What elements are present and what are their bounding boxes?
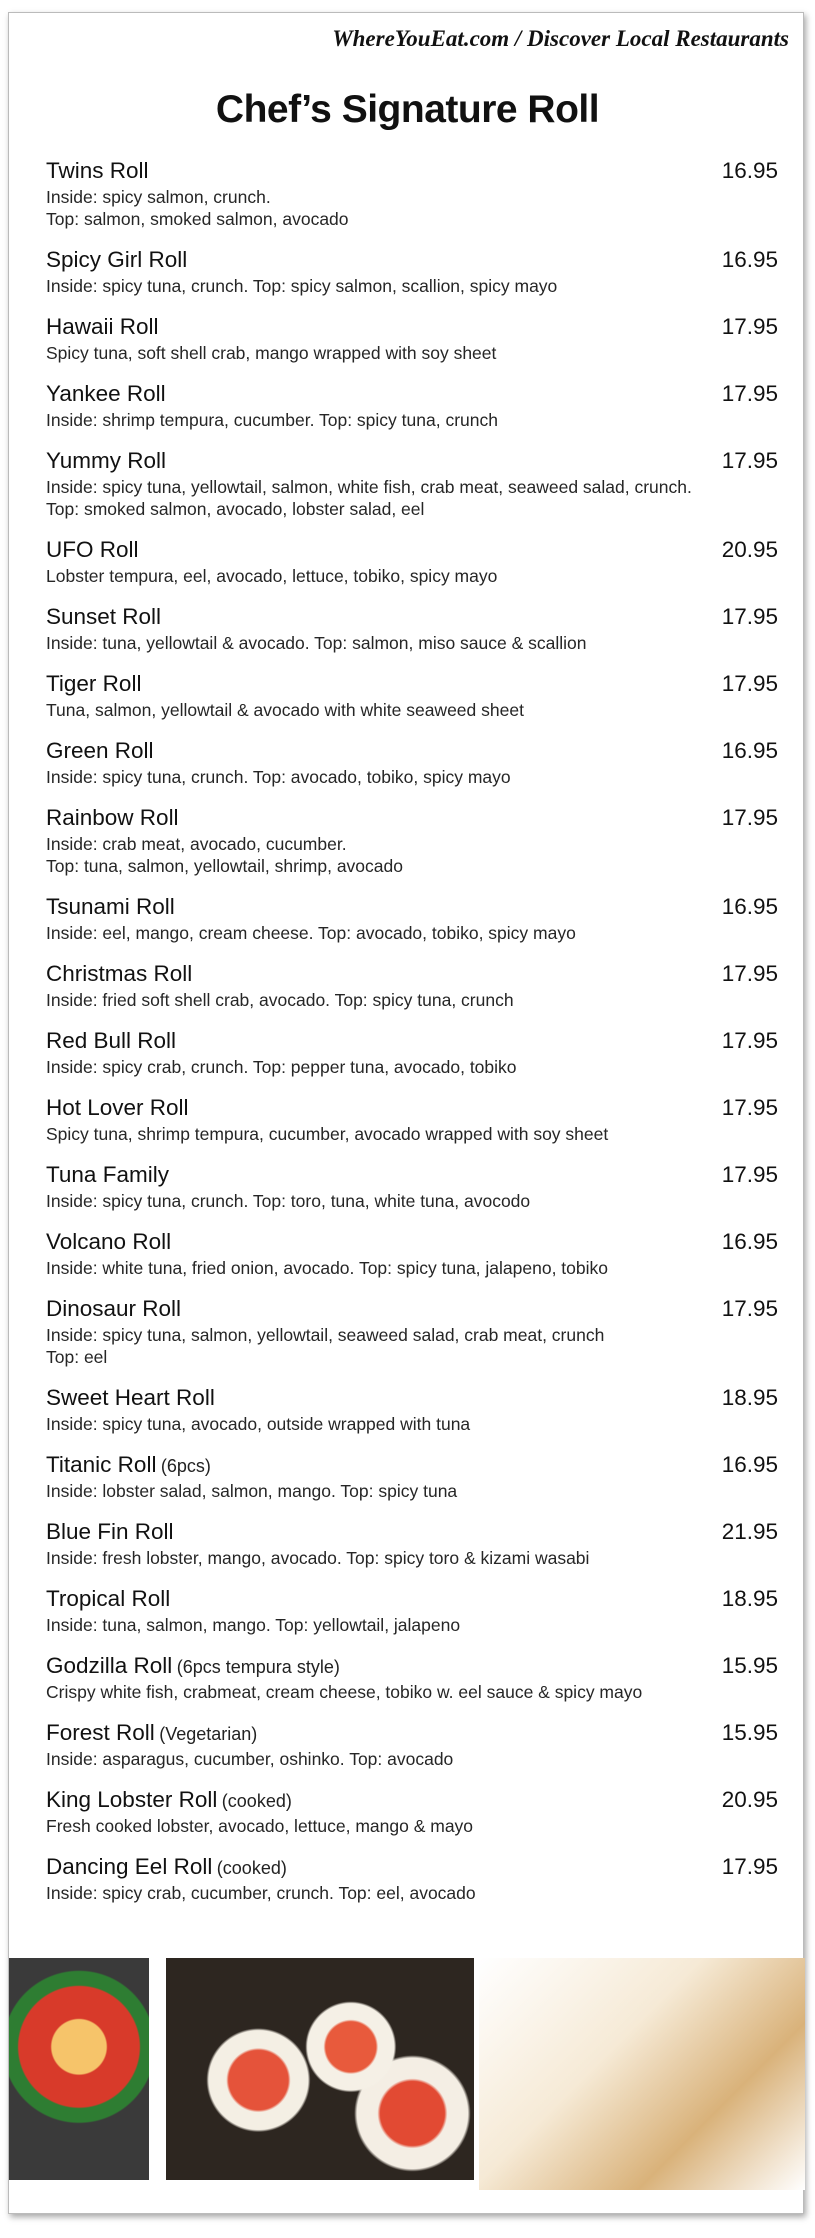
item-description: Spicy tuna, soft shell crab, mango wrapped with soy sheet <box>46 343 497 363</box>
menu-item-header <box>46 671 778 699</box>
photo-strip <box>9 1958 805 2190</box>
menu-item <box>46 1028 778 1078</box>
item-name: Dancing Eel Roll <box>46 1854 213 1879</box>
menu-item <box>46 671 778 721</box>
sushi-photo <box>9 1958 149 2180</box>
item-name: Rainbow Roll <box>46 805 179 830</box>
menu-item <box>46 1586 778 1636</box>
item-description: Inside: spicy crab, crunch. Top: pepper tuna, avocado, tobiko <box>46 1057 517 1077</box>
item-name: Tropical Roll <box>46 1586 171 1611</box>
page-title: Chef’s Signature Roll <box>215 88 600 131</box>
menu-list <box>46 158 778 1921</box>
item-price: 16.95 <box>721 894 778 919</box>
item-name: UFO Roll <box>46 537 139 562</box>
item-price: 16.95 <box>721 1452 778 1477</box>
menu-item-header <box>46 1720 778 1748</box>
item-price: 17.95 <box>721 604 778 629</box>
menu-item <box>46 158 778 230</box>
menu-item <box>46 247 778 297</box>
menu-item-header <box>46 314 778 342</box>
item-name: Godzilla Roll <box>46 1653 173 1678</box>
item-name: Sweet Heart Roll <box>46 1385 215 1410</box>
item-name: Red Bull Roll <box>46 1028 177 1053</box>
item-name: Forest Roll <box>46 1720 155 1745</box>
item-name: Blue Fin Roll <box>46 1519 174 1544</box>
item-description: Inside: spicy tuna, crunch. Top: toro, tuna, white tuna, avocodo <box>46 1191 531 1211</box>
menu-item <box>46 1385 778 1435</box>
menu-item-header <box>46 1162 778 1190</box>
menu-item-header <box>46 1229 778 1257</box>
menu-item <box>46 1162 778 1212</box>
menu-item <box>46 1653 778 1703</box>
item-description: Lobster tempura, eel, avocado, lettuce, tobiko, spicy mayo <box>46 566 498 586</box>
item-description: Inside: shrimp tempura, cucumber. Top: spicy tuna, crunch <box>46 410 498 430</box>
site-banner: WhereYouEat.com / Discover Local Restaurants <box>332 26 789 51</box>
menu-item <box>46 537 778 587</box>
item-price: 17.95 <box>721 1028 778 1053</box>
menu-item-header <box>46 158 778 186</box>
menu-item-header <box>46 961 778 989</box>
menu-item <box>46 604 778 654</box>
item-price: 17.95 <box>721 961 778 986</box>
menu-item-header <box>46 247 778 275</box>
item-name: Christmas Roll <box>46 961 193 986</box>
menu-item <box>46 1095 778 1145</box>
menu-item <box>46 1720 778 1770</box>
menu-item <box>46 1296 778 1368</box>
item-description: Inside: spicy crab, cucumber, crunch. Top: eel, avocado <box>46 1883 476 1903</box>
menu-item <box>46 961 778 1011</box>
menu-item <box>46 1854 778 1904</box>
menu-item-header <box>46 1028 778 1056</box>
menu-item <box>46 1229 778 1279</box>
item-description: Inside: lobster salad, salmon, mango. Top: spicy tuna <box>46 1481 458 1501</box>
item-note: (6pcs) <box>160 1456 211 1476</box>
item-description: Inside: spicy tuna, avocado, outside wrapped with tuna <box>46 1414 471 1434</box>
menu-item-header <box>46 1854 778 1882</box>
item-name: Spicy Girl Roll <box>46 247 188 272</box>
item-description: Inside: spicy tuna, yellowtail, salmon, white fish, crab meat, seaweed salad, crunch. Top: smoked salmon, avocado, lobster salad, eel <box>46 477 692 519</box>
menu-item-header <box>46 448 778 476</box>
item-price: 18.95 <box>721 1586 778 1611</box>
item-description: Inside: white tuna, fried onion, avocado. Top: spicy tuna, jalapeno, tobiko <box>46 1258 608 1278</box>
menu-item-header <box>46 1519 778 1547</box>
item-price: 17.95 <box>721 671 778 696</box>
item-price: 15.95 <box>721 1720 778 1745</box>
item-description: Inside: spicy tuna, salmon, yellowtail, seaweed salad, crab meat, crunch Top: eel <box>46 1325 605 1367</box>
menu-item <box>46 805 778 877</box>
menu-item <box>46 894 778 944</box>
item-name: Green Roll <box>46 738 154 763</box>
menu-item-header <box>46 1653 778 1681</box>
item-description: Inside: eel, mango, cream cheese. Top: avocado, tobiko, spicy mayo <box>46 923 576 943</box>
item-description: Inside: fresh lobster, mango, avocado. Top: spicy toro & kizami wasabi <box>46 1548 590 1568</box>
item-note: (6pcs tempura style) <box>176 1657 340 1677</box>
item-name: Hot Lover Roll <box>46 1095 189 1120</box>
item-price: 17.95 <box>721 381 778 406</box>
item-price: 15.95 <box>721 1653 778 1678</box>
item-price: 16.95 <box>721 247 778 272</box>
item-description: Spicy tuna, shrimp tempura, cucumber, avocado wrapped with soy sheet <box>46 1124 609 1144</box>
item-description: Inside: spicy tuna, crunch. Top: spicy salmon, scallion, spicy mayo <box>46 276 558 296</box>
sushi-roll-photo <box>166 1958 474 2180</box>
item-price: 16.95 <box>721 158 778 183</box>
item-price: 17.95 <box>721 805 778 830</box>
item-description: Fresh cooked lobster, avocado, lettuce, mango & mayo <box>46 1816 474 1836</box>
menu-item <box>46 738 778 788</box>
item-name: Sunset Roll <box>46 604 162 629</box>
item-price: 17.95 <box>721 1854 778 1879</box>
item-description: Inside: tuna, salmon, mango. Top: yellowtail, jalapeno <box>46 1615 461 1635</box>
item-description: Crispy white fish, crabmeat, cream cheese, tobiko w. eel sauce & spicy mayo <box>46 1682 643 1702</box>
item-price: 21.95 <box>721 1519 778 1544</box>
item-price: 17.95 <box>721 448 778 473</box>
item-name: Tuna Family <box>46 1162 169 1187</box>
wheat-photo <box>479 1958 805 2190</box>
item-price: 20.95 <box>721 1787 778 1812</box>
menu-item-header <box>46 1385 778 1413</box>
item-note: (cooked) <box>216 1858 287 1878</box>
item-price: 20.95 <box>721 537 778 562</box>
menu-item <box>46 448 778 520</box>
item-price: 17.95 <box>721 1162 778 1187</box>
item-name: Yummy Roll <box>46 448 167 473</box>
item-name: Titanic Roll <box>46 1452 157 1477</box>
item-name: Yankee Roll <box>46 381 166 406</box>
item-description: Inside: fried soft shell crab, avocado. Top: spicy tuna, crunch <box>46 990 514 1010</box>
item-price: 17.95 <box>721 1296 778 1321</box>
item-description: Inside: crab meat, avocado, cucumber. Top: tuna, salmon, yellowtail, shrimp, avocado <box>46 834 403 876</box>
menu-item-header <box>46 894 778 922</box>
menu-item-header <box>46 1586 778 1614</box>
menu-item-header <box>46 805 778 833</box>
menu-item-header <box>46 604 778 632</box>
item-name: King Lobster Roll <box>46 1787 218 1812</box>
item-note: (cooked) <box>221 1791 292 1811</box>
menu-item <box>46 381 778 431</box>
item-note: (Vegetarian) <box>159 1724 258 1744</box>
item-description: Inside: spicy salmon, crunch. Top: salmon, smoked salmon, avocado <box>46 187 349 229</box>
menu-item <box>46 1519 778 1569</box>
item-name: Volcano Roll <box>46 1229 172 1254</box>
menu-item-header <box>46 381 778 409</box>
item-description: Tuna, salmon, yellowtail & avocado with white seaweed sheet <box>46 700 524 720</box>
menu-item <box>46 314 778 364</box>
item-description: Inside: spicy tuna, crunch. Top: avocado, tobiko, spicy mayo <box>46 767 511 787</box>
item-price: 17.95 <box>721 314 778 339</box>
menu-item-header <box>46 537 778 565</box>
menu-item-header <box>46 1296 778 1324</box>
item-price: 17.95 <box>721 1095 778 1120</box>
menu-item-header <box>46 1095 778 1123</box>
item-price: 18.95 <box>721 1385 778 1410</box>
item-price: 16.95 <box>721 738 778 763</box>
item-name: Hawaii Roll <box>46 314 159 339</box>
menu-item-header <box>46 1452 778 1480</box>
item-price: 16.95 <box>721 1229 778 1254</box>
item-description: Inside: tuna, yellowtail & avocado. Top: salmon, miso sauce & scallion <box>46 633 587 653</box>
menu-item <box>46 1452 778 1502</box>
item-name: Tiger Roll <box>46 671 142 696</box>
menu-item-header <box>46 738 778 766</box>
menu-item-header <box>46 1787 778 1815</box>
item-description: Inside: asparagus, cucumber, oshinko. Top: avocado <box>46 1749 454 1769</box>
item-name: Twins Roll <box>46 158 149 183</box>
item-name: Tsunami Roll <box>46 894 175 919</box>
item-name: Dinosaur Roll <box>46 1296 182 1321</box>
menu-item <box>46 1787 778 1837</box>
